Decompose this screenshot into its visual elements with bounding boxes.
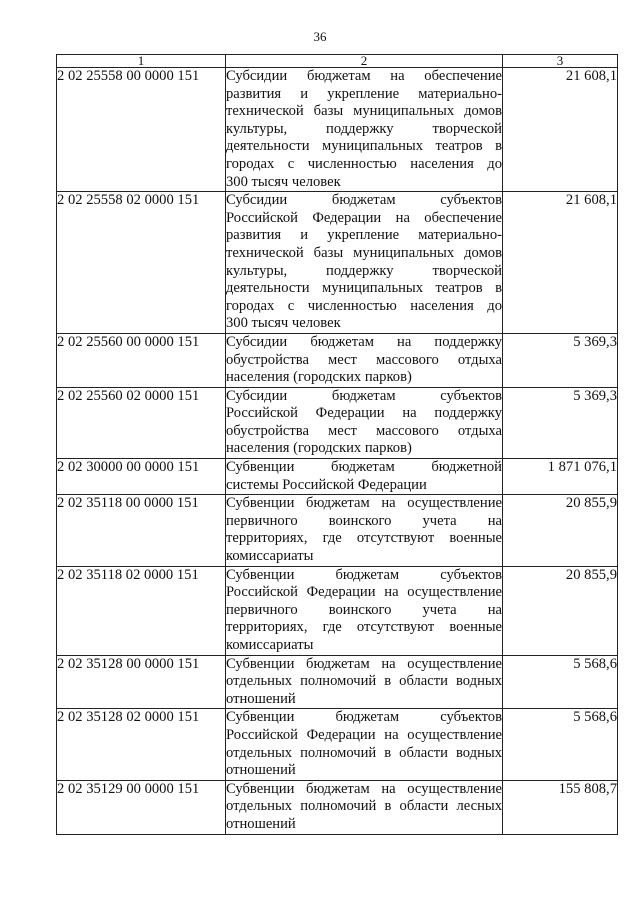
budget-item-name-line: развития и укрепление материально- bbox=[226, 85, 502, 102]
budget-item-name-line: обустройства мест массового отдыха bbox=[226, 422, 502, 439]
budget-item-name bbox=[226, 459, 503, 495]
budget-item-name bbox=[226, 780, 503, 834]
table-row bbox=[57, 655, 618, 709]
budget-item-name-line: первичного воинского учета на bbox=[226, 601, 502, 618]
budget-item-name-line: Российской Федерации на осуществление bbox=[226, 584, 502, 601]
budget-item-name-line: отдельных полномочий в области водных bbox=[226, 744, 502, 761]
budget-item-name-line: системы Российской Федерации bbox=[226, 476, 427, 493]
budget-item-name-line: отношений bbox=[226, 815, 296, 832]
budget-code: 2 02 35128 00 0000 151 bbox=[57, 655, 226, 709]
budget-amount: 21 608,1 bbox=[503, 192, 618, 334]
table-row bbox=[57, 709, 618, 780]
budget-amount: 5 568,6 bbox=[503, 709, 618, 780]
table-row bbox=[57, 192, 618, 334]
column-header-2: 2 bbox=[226, 55, 503, 68]
budget-item-name-line: отношений bbox=[226, 690, 296, 707]
budget-item-name bbox=[226, 333, 503, 387]
table-row bbox=[57, 495, 618, 566]
budget-item-name bbox=[226, 192, 503, 334]
budget-code: 2 02 25558 02 0000 151 bbox=[57, 192, 226, 334]
table-row bbox=[57, 68, 618, 192]
budget-item-name-line: развития и укрепление материально- bbox=[226, 227, 502, 244]
budget-item-name bbox=[226, 495, 503, 566]
budget-item-name-line: культуры, поддержку творческой bbox=[226, 262, 502, 279]
budget-item-name-line: комиссариаты bbox=[226, 548, 314, 565]
budget-item-name-line: деятельности муниципальных театров в bbox=[226, 138, 502, 155]
table-row bbox=[57, 333, 618, 387]
budget-item-name-line: населения (городских парков) bbox=[226, 369, 412, 386]
budget-item-name-line: отношений bbox=[226, 762, 296, 779]
budget-code: 2 02 25560 00 0000 151 bbox=[57, 333, 226, 387]
budget-item-name bbox=[226, 655, 503, 709]
budget-item-name-line: обустройства мест массового отдыха bbox=[226, 351, 502, 368]
budget-item-name-line: деятельности муниципальных театров в bbox=[226, 280, 502, 297]
budget-item-name-line: Субсидии бюджетам на поддержку bbox=[226, 333, 502, 350]
budget-table bbox=[56, 54, 618, 835]
budget-item-name-line: Субсидии бюджетам субъектов bbox=[226, 387, 502, 404]
budget-amount: 1 871 076,1 bbox=[503, 459, 618, 495]
column-header-1: 1 bbox=[57, 55, 226, 68]
table-body bbox=[57, 68, 618, 835]
budget-code: 2 02 25558 00 0000 151 bbox=[57, 68, 226, 192]
budget-amount: 20 855,9 bbox=[503, 495, 618, 566]
budget-item-name-line: Субсидии бюджетам на обеспечение bbox=[226, 68, 502, 84]
budget-item-name-line: культуры, поддержку творческой bbox=[226, 120, 502, 137]
budget-item-name-line: первичного воинского учета на bbox=[226, 512, 502, 529]
budget-item-name-line: отдельных полномочий в области лесных bbox=[226, 798, 502, 815]
budget-item-name-line: Субсидии бюджетам субъектов bbox=[226, 192, 502, 209]
header-row bbox=[57, 55, 618, 68]
budget-item-name-line: населения (городских парков) bbox=[226, 440, 412, 457]
budget-item-name-line: технической базы муниципальных домов bbox=[226, 103, 502, 120]
budget-item-name-line: городах с численностью населения до bbox=[226, 155, 502, 172]
budget-item-name-line: Российской Федерации на поддержку bbox=[226, 405, 502, 422]
budget-item-name-line: Субвенции бюджетам на осуществление bbox=[226, 655, 502, 672]
budget-code: 2 02 35118 00 0000 151 bbox=[57, 495, 226, 566]
budget-item-name-line: Субвенции бюджетам бюджетной bbox=[226, 459, 502, 476]
budget-item-name-line: 300 тысяч человек bbox=[226, 315, 341, 332]
budget-amount: 5 568,6 bbox=[503, 655, 618, 709]
budget-amount: 155 808,7 bbox=[503, 780, 618, 834]
budget-item-name-line: Российской Федерации на осуществление bbox=[226, 726, 502, 743]
page-number: 36 bbox=[313, 29, 327, 44]
budget-item-name-line: технической базы муниципальных домов bbox=[226, 244, 502, 261]
budget-item-name-line: Российской Федерации на обеспечение bbox=[226, 209, 502, 226]
table-row bbox=[57, 780, 618, 834]
budget-amount: 21 608,1 bbox=[503, 68, 618, 192]
budget-amount: 5 369,3 bbox=[503, 387, 618, 458]
budget-amount: 20 855,9 bbox=[503, 566, 618, 655]
table-row bbox=[57, 566, 618, 655]
budget-item-name-line: комиссариаты bbox=[226, 637, 314, 653]
budget-item-name bbox=[226, 68, 503, 192]
budget-code: 2 02 25560 02 0000 151 bbox=[57, 387, 226, 458]
budget-item-name-line: городах с численностью населения до bbox=[226, 297, 502, 314]
budget-item-name-line: территориях, где отсутствуют военные bbox=[226, 619, 502, 636]
budget-item-name-line: Субвенции бюджетам субъектов bbox=[226, 709, 502, 726]
budget-item-name-line: 300 тысяч человек bbox=[226, 173, 341, 190]
budget-item-name-line: территориях, где отсутствуют военные bbox=[226, 530, 502, 547]
budget-code: 2 02 35129 00 0000 151 bbox=[57, 780, 226, 834]
budget-code: 2 02 30000 00 0000 151 bbox=[57, 459, 226, 495]
budget-item-name bbox=[226, 566, 503, 655]
budget-amount: 5 369,3 bbox=[503, 333, 618, 387]
budget-item-name-line: отдельных полномочий в области водных bbox=[226, 673, 502, 690]
budget-item-name-line: Субвенции бюджетам на осуществление bbox=[226, 495, 502, 512]
budget-item-name bbox=[226, 709, 503, 780]
budget-item-name-line: Субвенции бюджетам на осуществление bbox=[226, 780, 502, 797]
column-header-3: 3 bbox=[503, 55, 618, 68]
table-row bbox=[57, 387, 618, 458]
budget-code: 2 02 35118 02 0000 151 bbox=[57, 566, 226, 655]
table-row bbox=[57, 459, 618, 495]
budget-code: 2 02 35128 02 0000 151 bbox=[57, 709, 226, 780]
budget-item-name-line: Субвенции бюджетам субъектов bbox=[226, 566, 502, 583]
budget-item-name bbox=[226, 387, 503, 458]
